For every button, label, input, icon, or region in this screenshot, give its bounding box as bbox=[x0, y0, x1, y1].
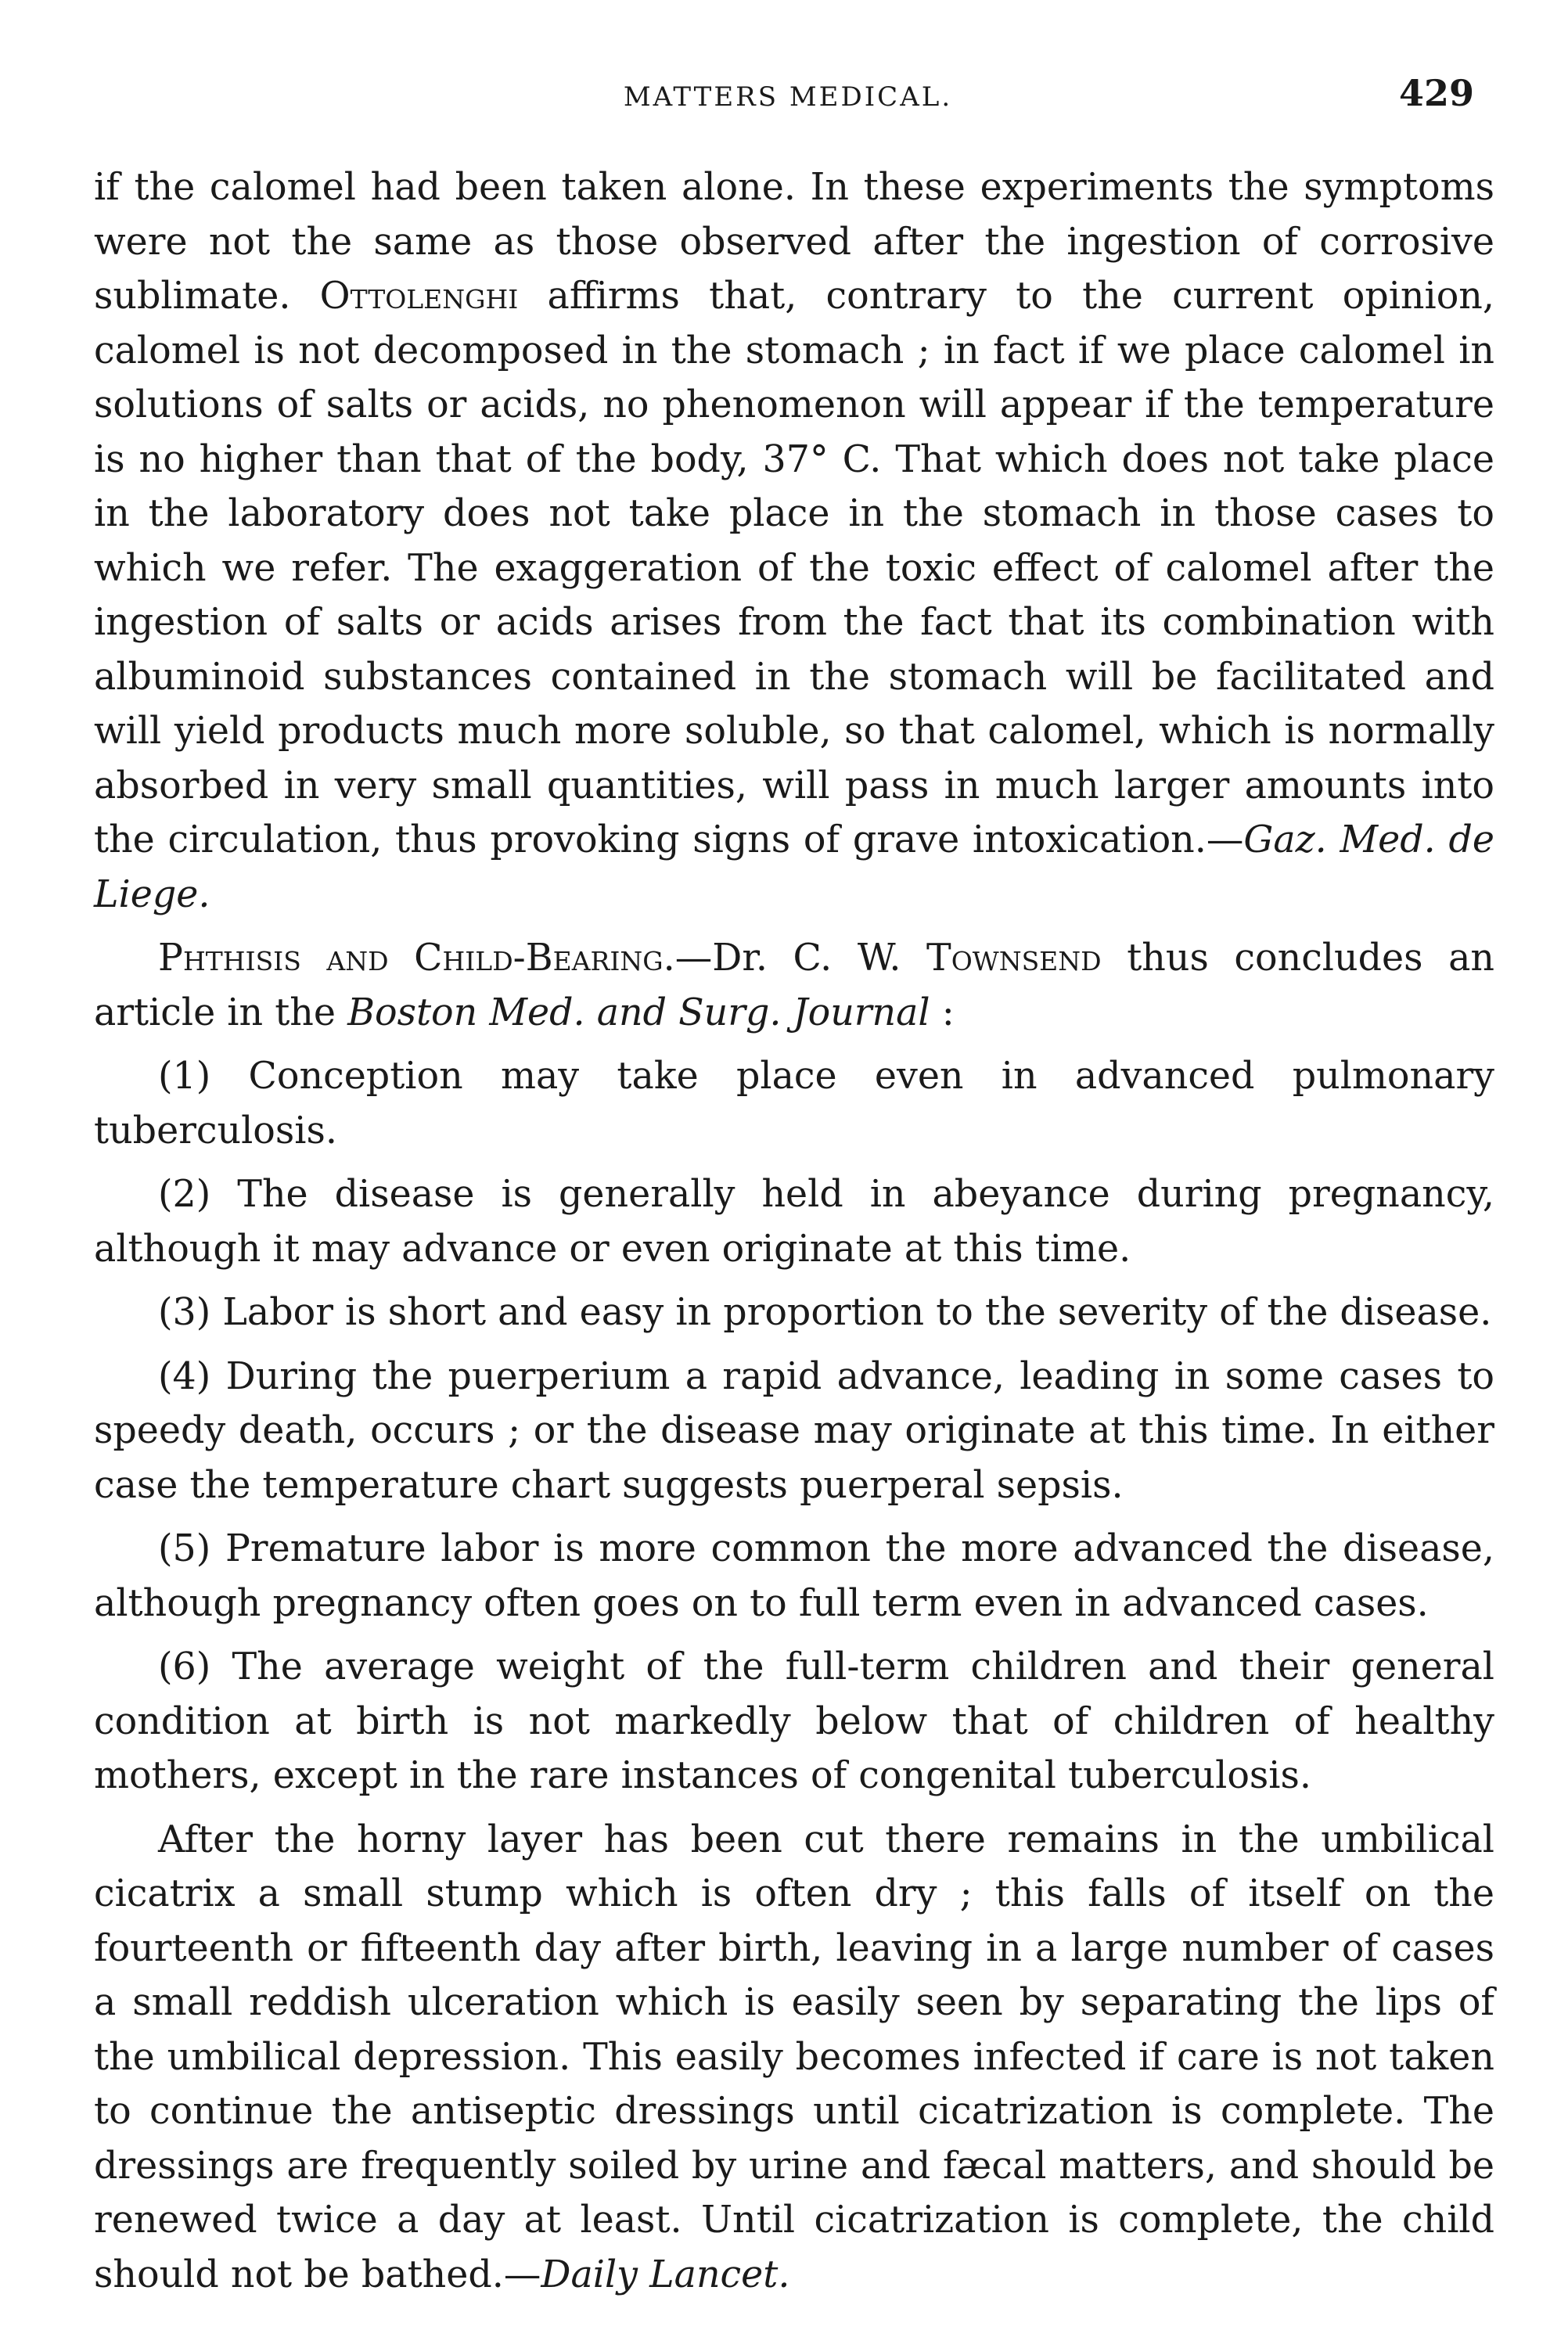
source-citation: Daily Lancet. bbox=[541, 2253, 790, 2296]
list-item: (4) During the puerperium a rapid advance, leading in some cases to speedy death, occurs ; or the disease may originate at this time. In either case the temperature chart suggests puerperal sepsis. bbox=[94, 1354, 1494, 1507]
author-name: Townsend bbox=[926, 937, 1102, 980]
page-number: 429 bbox=[1398, 72, 1474, 114]
page-header bbox=[94, 72, 1482, 119]
paragraph-phthisis bbox=[94, 931, 1494, 1040]
paragraph-text: if the calomel had been taken alone. In these experiments the symptoms were not the same as those observed after the ingestion of corrosive sublimate. bbox=[94, 166, 1494, 318]
body-text bbox=[94, 160, 1494, 2311]
paragraph-text: —Dr. C. W. bbox=[674, 937, 927, 980]
author-name: Ottolenghi bbox=[319, 275, 519, 318]
paragraph-text: affirms that, contrary to the current opinion, calomel is not decomposed in the stomach ; in fact if we place calomel in solutions of salts or acids, no phenomenon will appear if the temperature is no higher than that of the body, 37° C. That which does not take place in the laboratory does not take place in the stomach in those cases to which we refer. The exaggeration of the toxic effect of calomel after the ingestion of salts or acids arises from the fact that its combination with albuminoid substances contained in the stomach will be facilitated and will yield products much more soluble, so that calomel, which is normally absorbed in very small quantities, will pass in much larger amounts into the circulation, thus provoking signs of grave intoxication.— bbox=[94, 275, 1494, 861]
source-citation: Gaz. Med. de Liege. bbox=[94, 818, 1494, 916]
paragraph-calomel bbox=[94, 160, 1494, 922]
journal-title: Boston Med. and Surg. Journal bbox=[347, 991, 930, 1034]
list-item: (3) Labor is short and easy in proportion to the severity of the disease. bbox=[158, 1291, 1492, 1334]
paragraph-text: : bbox=[930, 991, 955, 1034]
section-heading: Phthisis and Child-Bearing. bbox=[158, 937, 675, 980]
paragraph-umbilical bbox=[94, 1813, 1494, 2303]
paragraph-text: After the horny layer has been cut there remains in the umbilical cicatrix a small stump which is often dry ; this falls of itself on the fourteenth or fifteenth day after birth, leaving in a large number of cases a small reddish ulceration which is easily seen by separating the lips of the umbilical depression. This easily becomes infected if care is not taken to continue the antiseptic dressings until cicatrization is complete. The dressings are frequently soiled by urine and fæcal matters, and should be renewed twice a day at least. Until cicatrization is complete, the child should not be bathed.— bbox=[94, 1818, 1494, 2296]
list-item: (2) The disease is generally held in abeyance during pregnancy, although it may advance or even originate at this time. bbox=[94, 1173, 1494, 1271]
list-item: (5) Premature labor is more common the more advanced the disease, although pregnancy often goes on to full term even in advanced cases. bbox=[94, 1527, 1494, 1625]
running-title: MATTERS MEDICAL. bbox=[623, 81, 953, 113]
paragraph-text: thus concludes an article in the bbox=[94, 937, 1494, 1034]
list-item: (6) The average weight of the full-term children and their general condition at birth is not markedly below that of children of healthy mothers, except in the rare instances of congenital tuberculosis. bbox=[94, 1645, 1494, 1797]
list-item: (1) Conception may take place even in advanced pulmonary tuberculosis. bbox=[94, 1055, 1494, 1152]
